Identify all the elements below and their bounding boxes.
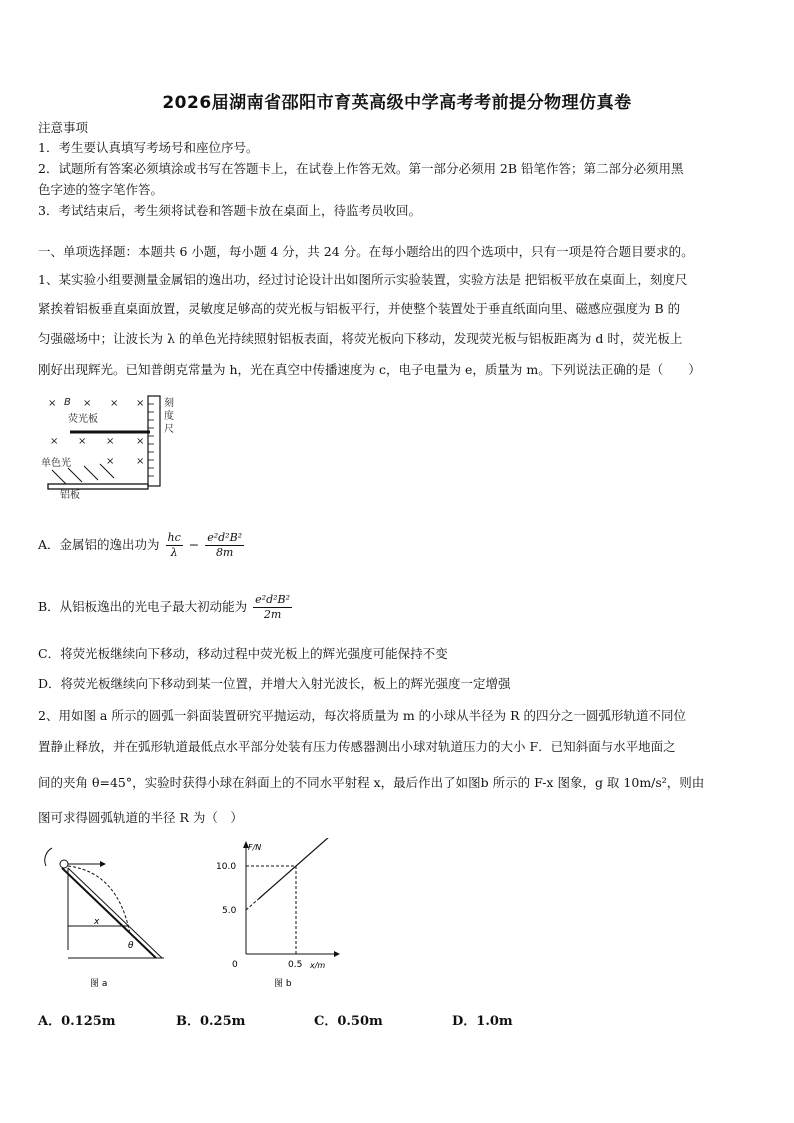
screen-label: 荧光板	[68, 414, 98, 425]
y-tick-label-10: 10.0	[216, 862, 237, 872]
frac-numerator: hc	[167, 531, 181, 544]
figure-b-caption: 图 b	[274, 979, 292, 989]
cross-mark: ×	[50, 436, 59, 447]
frac-numerator: e²d²B²	[255, 593, 291, 606]
q2-figure-b-chart	[210, 838, 340, 990]
y-axis-label: F/N	[248, 843, 262, 852]
origin-label: 0	[232, 960, 238, 970]
incline	[62, 868, 156, 958]
x-axis-arrow	[334, 951, 340, 957]
q2-option-b[interactable]: B．0.25m	[176, 1014, 246, 1029]
notice-heading: 注意事项	[38, 120, 89, 135]
fraction-e2d2b2-8m	[205, 531, 244, 560]
option-b-prefix: B．从铝板逸出的光电子最大初动能为	[38, 599, 248, 614]
q1-option-b[interactable]	[38, 590, 758, 624]
ruler-label: 尺	[164, 424, 174, 435]
q1-option-d[interactable]: D．将荧光板继续向下移动到某一位置，并增大入射光波长，板上的辉光强度一定增强	[38, 676, 511, 691]
fraction-hc-lambda	[166, 531, 183, 560]
aluminum-plate	[48, 484, 148, 489]
ruler-ticks	[148, 404, 154, 476]
x-tick-label: 0.5	[288, 960, 303, 970]
ruler-label: 度	[164, 411, 174, 422]
arc-track	[45, 848, 52, 866]
notice-item-1: 1．考生要认真填写考场号和座位序号。	[38, 140, 259, 155]
cross-mark: ×	[78, 436, 87, 447]
ruler	[148, 396, 160, 486]
plate-label: 铝板	[60, 490, 80, 501]
q2-option-c[interactable]: C．0.50m	[314, 1014, 383, 1029]
frac-denominator: 8m	[215, 546, 234, 559]
y-tick-label-5: 5.0	[222, 906, 237, 916]
q2-option-d[interactable]: D．1.0m	[452, 1014, 513, 1029]
x-label: x	[94, 917, 100, 927]
cross-mark: ×	[110, 398, 119, 409]
notice-item-2-cont: 色字迹的签字笔作答。	[38, 182, 164, 197]
fx-extrapolation	[246, 899, 259, 910]
notice-item-3: 3．考试结束后，考生须将试卷和答题卡放在桌面上，待监考员收回。	[38, 203, 421, 218]
b-field-label: B	[64, 397, 71, 408]
cross-mark: ×	[83, 398, 92, 409]
x-axis-label: x/m	[310, 961, 326, 970]
q1-text-line-4: 刚好出现辉光。已知普朗克常量为 h，光在真空中传播速度为 c，电子电量为 e，质量为 m。下列说法正确的是（ ）	[38, 362, 701, 377]
cross-mark: ×	[136, 398, 145, 409]
q2-option-a[interactable]: A．0.125m	[38, 1014, 116, 1029]
incline-edge	[68, 868, 162, 958]
fx-data-line	[259, 838, 332, 899]
theta-label: θ	[128, 941, 134, 951]
arrow-head	[100, 861, 106, 867]
q2-text-line-3: 间的夹角 θ=45°，实验时获得小球在斜面上的不同水平射程 x，最后作出了如图b 所示的 F-x 图象，g 取 10m/s²，则由	[38, 775, 705, 790]
q1-text-line-2: 紧挨着铝板垂直桌面放置，灵敏度足够高的荧光板与铝板平行，并使整个装置处于垂直纸面向里、磁感应强度为 B 的	[38, 301, 681, 316]
option-a-prefix: A．金属铝的逸出功为	[38, 537, 160, 552]
page-title: 2026届湖南省邵阳市育英高级中学高考考前提分物理仿真卷	[162, 93, 632, 113]
cross-mark: ×	[106, 436, 115, 447]
q2-text-line-2: 置静止释放，并在弧形轨道最低点水平部分处装有压力传感器测出小球对轨道压力的大小 F．已知斜面与水平地面之	[38, 739, 676, 754]
section-heading: 一、单项选择题：本题共 6 小题，每小题 4 分，共 24 分。在每小题给出的四个选项中，只有一项是符合题目要求的。	[38, 244, 694, 259]
frac-denominator: 2m	[263, 608, 282, 621]
cross-mark: ×	[106, 456, 115, 467]
cross-mark: ×	[136, 456, 145, 467]
q1-option-a[interactable]	[38, 528, 758, 562]
q2-text-line-4: 图可求得圆弧轨道的半径 R 为（ ）	[38, 810, 243, 825]
notice-item-2: 2．试题所有答案必须填涂或书写在答题卡上，在试卷上作答无效。第一部分必须用 2B 铅笔作答；第二部分必须用黑	[38, 161, 684, 176]
ruler-label: 刻	[164, 398, 174, 409]
fraction-e2d2b2-2m	[253, 593, 292, 622]
q2-text-line-1: 2、用如图 a 所示的圆弧一斜面装置研究平抛运动，每次将质量为 m 的小球从半径为 R 的四分之一圆弧形轨道不同位	[38, 708, 687, 723]
q2-figure-a	[38, 842, 168, 990]
ball	[60, 860, 68, 868]
cross-mark: ×	[48, 398, 57, 409]
minus-sign: −	[188, 537, 200, 552]
frac-denominator: λ	[170, 546, 178, 559]
q1-option-c[interactable]: C．将荧光板继续向下移动，移动过程中荧光板上的辉光强度可能保持不变	[38, 646, 448, 661]
frac-numerator: e²d²B²	[207, 531, 243, 544]
light-label: 单色光	[41, 458, 71, 469]
q1-text-line-1: 1、某实验小组要测量金属铝的逸出功，经过讨论设计出如图所示实验装置，实验方法是 把铝板平放在桌面上，刻度尺	[38, 272, 688, 287]
q1-figure	[38, 392, 188, 502]
figure-a-caption: 图 a	[90, 979, 108, 989]
q1-text-line-3: 匀强磁场中；让波长为 λ 的单色光持续照射铝板表面，将荧光板向下移动，发现荧光板与铝板距离为 d 时，荧光板上	[38, 331, 683, 346]
cross-mark: ×	[136, 436, 145, 447]
